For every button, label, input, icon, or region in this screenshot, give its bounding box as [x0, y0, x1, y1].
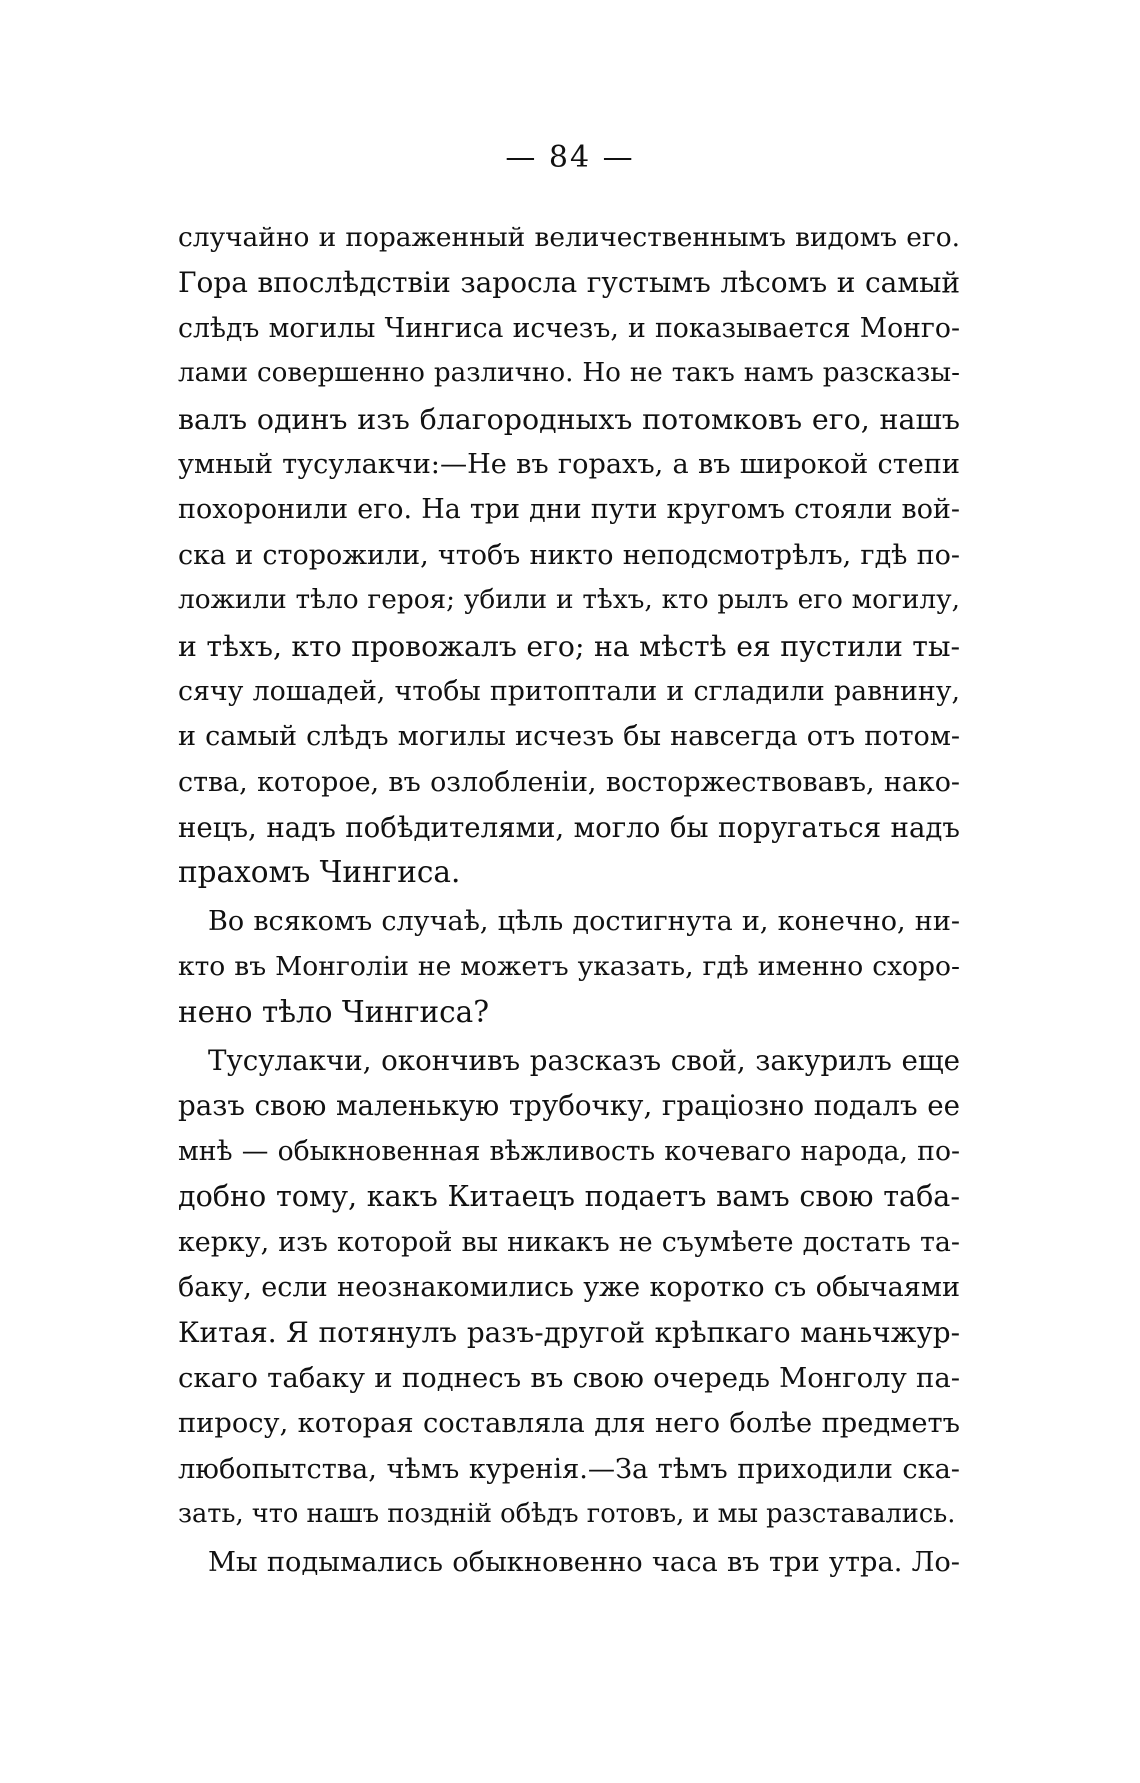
text-line: Гора впослѣдствіи заросла густымъ лѣсомъ и самый	[178, 266, 960, 300]
text-line: керку, изъ которой вы никакъ не съумѣете достать та-	[178, 1226, 960, 1258]
text-line: Мы подымались обыкновенно часа въ три утра. Ло-	[208, 1547, 960, 1579]
text-line: Во всякомъ случаѣ, цѣль достигнута и, конечно, ни-	[208, 905, 960, 937]
page-number: — 84 —	[505, 140, 635, 175]
text-line: прахомъ Чингиса.	[178, 855, 461, 890]
text-line: разъ свою маленькую трубочку, граціозно подалъ ее	[178, 1089, 960, 1123]
text-line: ства, которое, въ озлобленіи, восторжествовавъ, нако-	[178, 766, 960, 798]
text-line: нено тѣло Чингиса?	[178, 994, 490, 1029]
text-line: похоронили его. На три дни пути кругомъ стояли вой-	[178, 494, 960, 526]
text-line: зать, что нашъ поздній обѣдъ готовъ, и мы разставались.	[178, 1498, 956, 1529]
text-line: мнѣ — обыкновенная вѣжливость кочеваго народа, по-	[178, 1135, 960, 1167]
text-line: умный тусулакчи:—Не въ горахъ, а въ широкой степи	[178, 448, 960, 480]
text-line: пиросу, которая составляла для него болѣе предметъ	[178, 1408, 960, 1440]
text-line: сячу лошадей, чтобы притоптали и сгладили равнину,	[178, 675, 960, 707]
text-line: и тѣхъ, кто провожалъ его; на мѣстѣ ея пустили ты-	[178, 629, 960, 663]
paragraph-1	[178, 215, 960, 896]
paragraph-4	[178, 1540, 960, 1585]
text-body	[178, 215, 960, 1589]
text-line: слѣдъ могилы Чингиса исчезъ, и показывается Монго-	[178, 312, 960, 344]
text-line: ложили тѣло героя; убили и тѣхъ, кто рылъ его могилу,	[178, 585, 960, 616]
text-line: случайно и пораженный величественнымъ видомъ его.	[178, 222, 960, 253]
text-line: добно тому, какъ Китаецъ подаетъ вамъ свою таба-	[178, 1179, 960, 1214]
text-line: нецъ, надъ побѣдителями, могло бы поругаться надъ	[178, 811, 960, 845]
text-line: и самый слѣдъ могилы исчезъ бы навсегда отъ потом-	[178, 721, 960, 753]
text-line: валъ одинъ изъ благородныхъ потомковъ его, нашъ	[178, 402, 960, 436]
paragraph-3	[178, 1038, 960, 1537]
text-line: кто въ Монголіи не можетъ указать, гдѣ именно схоро-	[178, 951, 960, 983]
text-line: Китая. Я потянулъ разъ-другой крѣпкаго маньчжур-	[178, 1316, 960, 1350]
text-line: любопытства, чѣмъ куренія.—За тѣмъ приходили ска-	[178, 1453, 960, 1485]
paragraph-2	[178, 899, 960, 1035]
text-line: ска и сторожили, чтобъ никто неподсмотрѣлъ, гдѣ по-	[178, 539, 960, 571]
text-line: скаго табаку и поднесъ въ свою очередь Монголу па-	[178, 1361, 960, 1394]
text-line: баку, если неознакомились уже коротко съ обычаями	[178, 1271, 960, 1303]
text-line: лами совершенно различно. Но не такъ намъ разсказы-	[178, 358, 960, 389]
text-line: Тусулакчи, окончивъ разсказъ свой, закурилъ еще	[208, 1044, 960, 1078]
